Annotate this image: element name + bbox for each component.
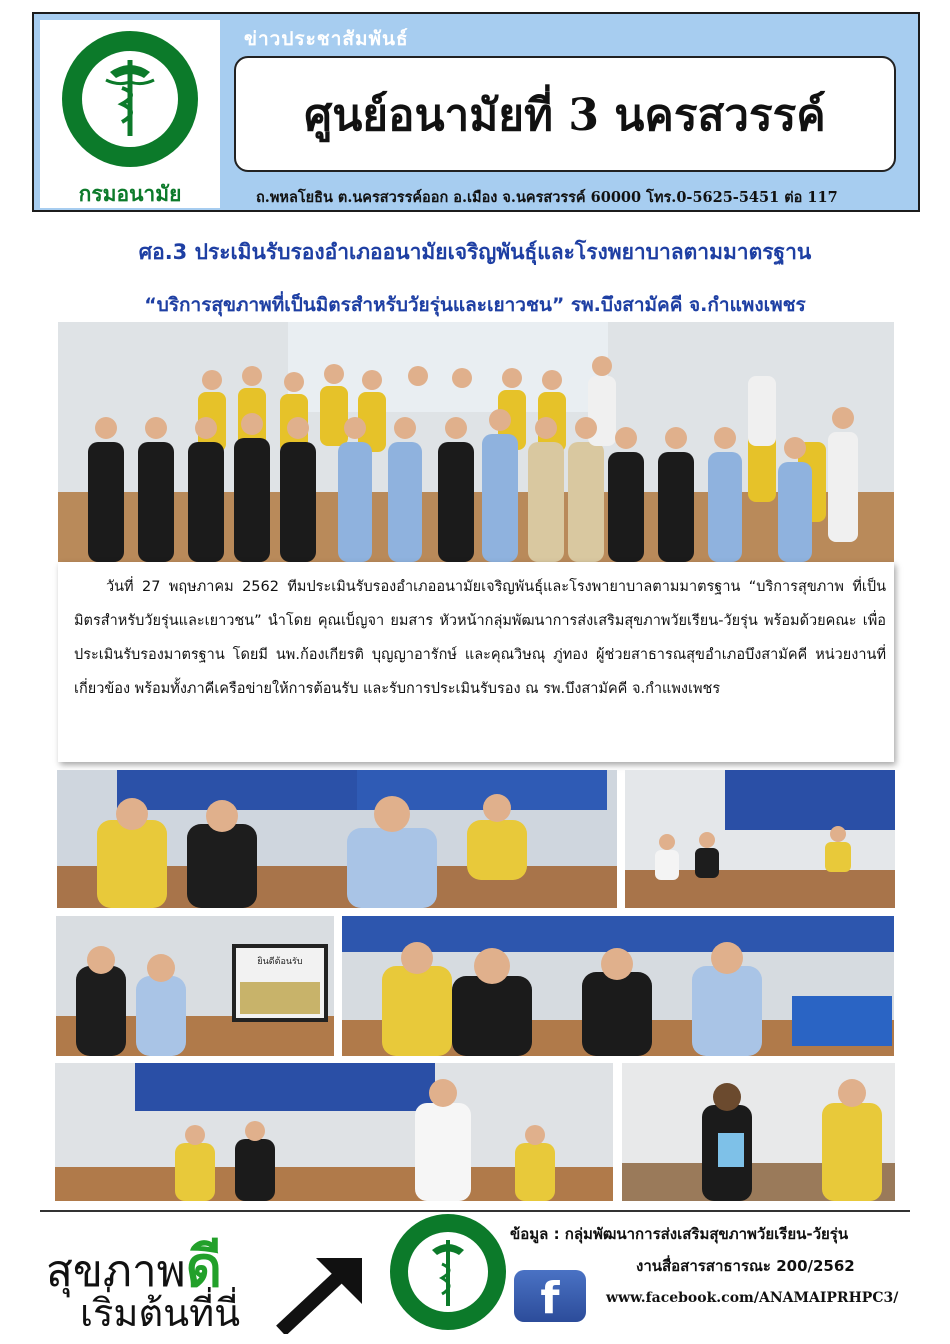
meeting-photo-6 <box>622 1063 895 1201</box>
ministry-logo-footer <box>388 1212 508 1332</box>
press-release-label: ข่าวประชาสัมพันธ์ <box>244 28 409 50</box>
group-photo <box>58 322 894 562</box>
meeting-photo-1 <box>57 770 617 908</box>
header-banner <box>32 12 920 212</box>
article-text-box <box>58 562 894 762</box>
ministry-logo <box>48 28 212 170</box>
facebook-icon[interactable]: f <box>514 1270 586 1322</box>
slogan-prefix: สุขภาพ <box>46 1246 186 1297</box>
meeting-photo-4 <box>342 916 894 1056</box>
slogan-line2: เริ่มต้นที่นี่ <box>80 1291 241 1335</box>
meeting-photo-3 <box>56 916 334 1056</box>
arrow-up-right-icon <box>276 1248 372 1334</box>
ministry-logo-panel <box>40 20 220 208</box>
title-box <box>234 56 896 172</box>
facebook-link[interactable]: www.facebook.com/ANAMAIPRHPC3/ <box>606 1290 899 1306</box>
headline-sub: “บริการสุขภาพที่เป็นมิตรสำหรับวัยรุ่นและเยาวชน” รพ.บึงสามัคคี จ.กำแพงเพชร <box>144 294 806 316</box>
article-body: วันที่ 27 พฤษภาคม 2562 ทีมประเมินรับรองอำเภออนามัยเจริญพันธุ์และโรงพายาบาลตามมาตรฐาน “บริการสุขภาพ ที่เป็นมิตรสำหรับวัยรุ่นและเยาวชน” นำโดย คุณเบ็ญจา ยมสาร หัวหน้ากลุ่มพัฒนาการส่งเสริมสุขภาพวัยเรียน-วัยรุ่น พร้อมด้วยคณะ เพื่อประเมินรับรองมาตรฐาน โดยมี นพ.ก้องเกียรติ บุญญาอารักษ์ และคุณวิษณุ ภู่ทอง ผู้ช่วยสาธารณสุขอำเภอบึงสามัคคี หน่วยงานที่เกี่ยวข้อง พร้อมทั้งภาคีเครือข่ายให้การต้อนรับ และรับการประเมินรับรอง ณ รพ.บึงสามัคคี จ.กำแพงเพชร <box>74 579 886 697</box>
pr-number: งานสื่อสารสาธารณะ 200/2562 <box>636 1257 855 1275</box>
page-title: ศูนย์อนามัยที่ 3 นครสวรรค์ <box>304 90 826 141</box>
meeting-photo-5 <box>55 1063 613 1201</box>
source-credit: ข้อมูล : กลุ่มพัฒนาการส่งเสริมสุขภาพวัยเรียน-วัยรุ่น <box>510 1225 849 1243</box>
screen-welcome-text: ยินดีต้อนรับ <box>257 957 303 967</box>
headline-main: ศอ.3 ประเมินรับรองอำเภออนามัยเจริญพันธุ์และโรงพยาบาลตามมาตรฐาน <box>138 240 812 264</box>
meeting-photo-2 <box>625 770 895 908</box>
department-name: กรมอนามัย <box>78 182 182 206</box>
address-line: ถ.พหลโยธิน ต.นครสวรรค์ออก อ.เมือง จ.นครสวรรค์ 60000 โทร.0-5625-5451 ต่อ 117 <box>256 189 838 206</box>
slogan-highlight: ดี <box>185 1235 223 1300</box>
